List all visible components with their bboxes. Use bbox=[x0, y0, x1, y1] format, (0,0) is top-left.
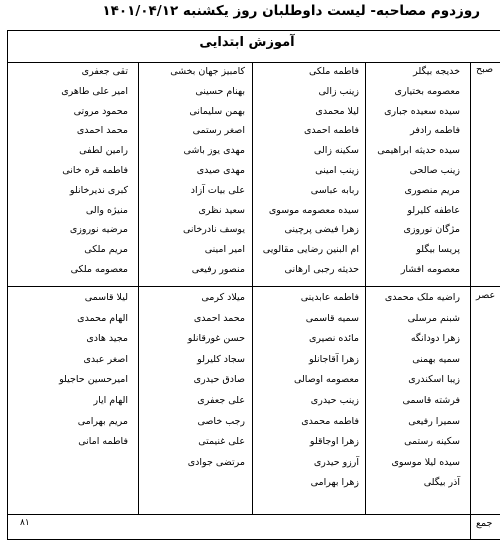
list-item: بهنام حسینی bbox=[195, 85, 245, 97]
list-item: زینب صالحی bbox=[409, 165, 460, 176]
list-item: رجب خاصی bbox=[197, 415, 245, 427]
morning-column-3 bbox=[143, 66, 247, 281]
list-item: معصومه اوصالی bbox=[293, 374, 359, 386]
session-label-morning: صبح bbox=[476, 64, 494, 75]
list-item: معصومه افشار bbox=[400, 264, 460, 275]
list-item: مرضیه نوروزی bbox=[69, 224, 128, 236]
header-divider bbox=[7, 62, 500, 63]
session-divider bbox=[7, 286, 500, 287]
list-item: راضیه ملک محمدی bbox=[384, 292, 460, 303]
list-item: ام البنین رضایی مقالویی bbox=[262, 244, 359, 256]
list-item: کامبیز جهان بخشی bbox=[170, 66, 245, 77]
column-divider bbox=[252, 62, 253, 514]
list-item: فاطمه قره خانی bbox=[62, 165, 128, 176]
list-item: مرتضی جوادی bbox=[187, 456, 245, 468]
list-item: زینب حیدری bbox=[310, 395, 359, 406]
list-item: یوسف نادرخانی bbox=[182, 224, 245, 236]
list-item: فاطمه احمدی bbox=[303, 125, 359, 137]
list-item: سیده سعیده جباری bbox=[384, 105, 460, 117]
list-item: سمیرا رفیعی bbox=[408, 415, 460, 427]
list-item: معصومه ملکی bbox=[70, 264, 128, 275]
list-item: منصور رفیعی bbox=[191, 264, 245, 275]
list-item: سمیه بهمنی bbox=[412, 353, 460, 365]
list-item: زینب زالی bbox=[318, 85, 359, 97]
list-item: امیر علی طاهری bbox=[61, 85, 128, 97]
list-item: سکینه زالی bbox=[313, 145, 359, 157]
list-item: زهرا آقاجانلو bbox=[308, 353, 359, 365]
evening-column-4 bbox=[30, 292, 134, 507]
list-item: زیبا اسکندری bbox=[408, 374, 460, 386]
list-item: رامین لطفی bbox=[79, 145, 128, 157]
list-item: لیلا محمدی bbox=[315, 105, 359, 117]
list-item: ربابه عباسی bbox=[310, 184, 359, 196]
section-title: آموزش ابتدایی bbox=[199, 35, 295, 50]
list-item: الهام محمدی bbox=[77, 312, 128, 324]
list-item: معصومه بختیاری bbox=[394, 85, 460, 97]
list-item: محمد احمدی bbox=[193, 312, 245, 324]
page-title: روزدوم مصاحبه- لیست داوطلبان روز یکشنبه ۱۴۰۱/۰۴/۱۲ bbox=[102, 3, 480, 19]
morning-column-2 bbox=[257, 66, 361, 281]
list-item: زینب امینی bbox=[315, 165, 359, 176]
column-divider bbox=[365, 62, 366, 514]
morning-column-4 bbox=[30, 66, 134, 281]
list-item: سیده لیلا موسوی bbox=[391, 456, 460, 468]
list-item: میلاد کرمی bbox=[201, 292, 245, 303]
list-item: علی غنیمتی bbox=[198, 436, 245, 448]
list-item: امیرحسین حاجیلو bbox=[59, 374, 128, 386]
list-item: مریم بهرامی bbox=[77, 415, 128, 427]
list-item: مائده نصیری bbox=[308, 333, 359, 345]
list-item: سیده معصومه موسوی bbox=[268, 204, 359, 216]
list-item: پریسا بیگلو bbox=[416, 244, 460, 256]
list-item: محمد احمدی bbox=[76, 125, 128, 137]
list-item: لیلا قاسمی bbox=[84, 292, 128, 303]
list-item: سکینه رستمی bbox=[404, 436, 460, 448]
list-item: شبنم مرسلی bbox=[407, 312, 460, 324]
list-item: الهام ایار bbox=[93, 395, 128, 406]
list-item: فاطمه رادفر bbox=[410, 125, 460, 137]
list-item: بهمن سلیمانی bbox=[189, 105, 245, 117]
list-item: اصغر رستمی bbox=[192, 125, 245, 137]
list-item: امیر امینی bbox=[204, 244, 245, 256]
list-item: سجاد کلیرلو bbox=[197, 353, 245, 365]
evening-column-2 bbox=[257, 292, 361, 507]
session-label-total: جمع bbox=[476, 518, 493, 529]
list-item: مریم منصوری bbox=[404, 184, 460, 196]
total-count: ۸۱ bbox=[20, 518, 30, 528]
list-item: آذر بیگلی bbox=[423, 477, 460, 489]
session-label-evening: عصر bbox=[476, 290, 496, 301]
list-item: صادق حیدری bbox=[193, 374, 245, 386]
list-item: سعید نظری bbox=[198, 204, 245, 216]
evening-column-1 bbox=[370, 292, 464, 507]
list-item: منیژه والی bbox=[85, 204, 128, 216]
list-item: سیده حدیثه ابراهیمی bbox=[377, 145, 460, 157]
list-item: مریم ملکی bbox=[84, 244, 128, 256]
list-item: محمود مروتی bbox=[73, 105, 128, 117]
list-item: سمیه قاسمی bbox=[305, 312, 359, 324]
list-item: تقی جعفری bbox=[81, 66, 128, 77]
list-item: حسن غورقانلو bbox=[187, 333, 245, 345]
list-item: اصغر عبدی bbox=[83, 353, 128, 365]
list-item: مژگان نوروزی bbox=[403, 224, 460, 236]
list-item: زهرا دودانگه bbox=[410, 333, 460, 345]
list-item: حدیثه رجبی ارهانی bbox=[284, 264, 359, 275]
list-item: عاطفه کلیرلو bbox=[407, 204, 460, 216]
list-item: مهدی یوز باشی bbox=[183, 145, 245, 157]
list-item: علی جعفری bbox=[197, 395, 245, 406]
list-item: فرشته قاسمی bbox=[402, 395, 460, 406]
list-item: کبری ندیرخانلو bbox=[69, 184, 128, 196]
list-item: خدیجه بیگلر bbox=[413, 66, 460, 77]
list-item: مهدی صیدی bbox=[196, 165, 245, 176]
list-item: آرزو حیدری bbox=[313, 456, 359, 468]
column-divider bbox=[138, 62, 139, 514]
total-divider bbox=[7, 514, 500, 515]
list-item: مجید هادی bbox=[86, 333, 128, 345]
list-item: فاطمه ملکی bbox=[308, 66, 359, 77]
list-item: فاطمه عابدینی bbox=[300, 292, 359, 303]
column-divider bbox=[470, 62, 471, 540]
list-item: فاطمه محمدی bbox=[301, 415, 359, 427]
evening-column-3 bbox=[143, 292, 247, 507]
list-item: فاطمه امانی bbox=[78, 436, 128, 448]
list-item: زهرا بهرامی bbox=[310, 477, 359, 489]
list-item: زهرا اوجاقلو bbox=[309, 436, 359, 448]
list-item: علی بیات آزاد bbox=[190, 184, 245, 196]
list-item: زهرا فیضی پرچینی bbox=[284, 224, 359, 236]
morning-column-1 bbox=[370, 66, 464, 281]
